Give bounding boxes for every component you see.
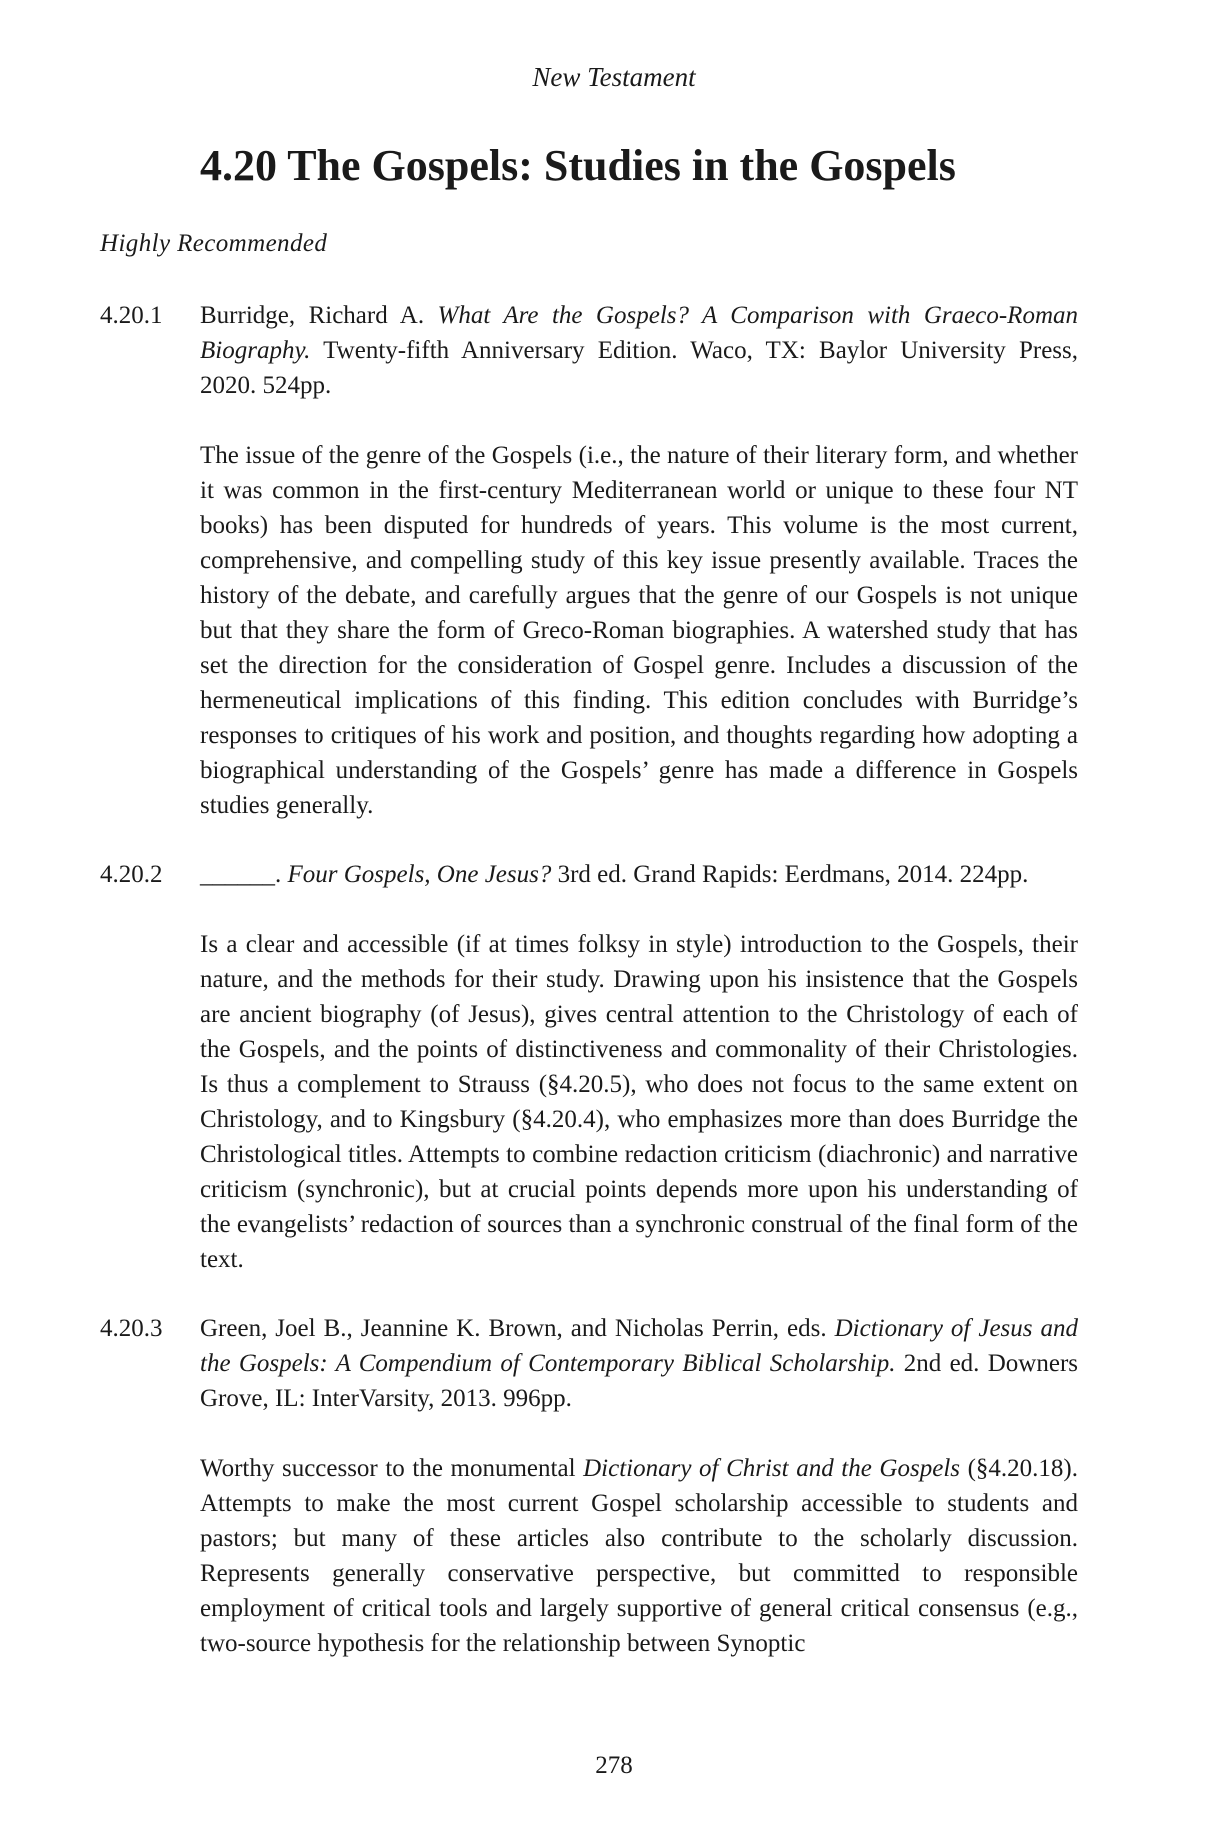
entry-citation bbox=[200, 298, 1078, 403]
entry-author: ______. bbox=[200, 861, 288, 888]
page-number: 278 bbox=[595, 1752, 633, 1779]
entry-publication: 3rd ed. Grand Rapids: Eerdmans, 2014. 224pp. bbox=[551, 861, 1029, 888]
bibliography-entry bbox=[100, 1311, 1080, 1661]
entry-annotation bbox=[200, 1451, 1078, 1661]
recommendation-label: Highly Recommended bbox=[100, 230, 328, 257]
entry-body bbox=[200, 857, 1078, 1277]
bibliography-entry bbox=[100, 298, 1080, 823]
entry-number: 4.20.2 bbox=[100, 861, 163, 888]
annotation-text: The issue of the genre of the Gospels (i.e., the nature of their literary form, and whether it was common in the first-century Mediterranean world or unique to these four NT books) has been disputed for hundreds of years. This volume is the most current, comprehensive, and compelling study of this key issue presently available. Traces the history of the debate, and carefully argues that the genre of our Gospels is not unique but that they share the form of Greco-Roman biographies. A watershed study that has set the direction for the consideration of Gospel genre. Includes a discussion of the hermeneutical implications of this finding. This edition concludes with Burridge’s responses to critiques of his work and position, and thoughts regarding how adopting a biographical understanding of the Gospels’ genre has made a difference in Gospels studies generally. bbox=[200, 442, 1078, 819]
running-head: New Testament bbox=[532, 62, 696, 92]
entry-annotation bbox=[200, 438, 1078, 823]
bibliography-entry bbox=[100, 857, 1080, 1277]
entry-publication: Twenty-fifth Anniversary Edition. Waco, TX: Baylor University Press, 2020. 524pp. bbox=[200, 337, 1078, 399]
entry-number: 4.20.1 bbox=[100, 302, 163, 329]
entry-body bbox=[200, 1311, 1078, 1661]
entry-author: Green, Joel B., Jeannine K. Brown, and Nicholas Perrin, eds. bbox=[200, 1315, 835, 1342]
bibliography-entries bbox=[100, 298, 1080, 1695]
annotation-italic-title: Dictionary of Christ and the Gospels bbox=[583, 1455, 960, 1482]
annotation-text-continued: (§4.20.18). Attempts to make the most current Gospel scholarship accessible to students and pastors; but many of these articles also contribute to the scholarly discussion. Represents generally conservative perspective, but committed to responsible employment of critical tools and largely supportive of general critical consensus (e.g., two-source hypothesis for the relationship between Synoptic bbox=[200, 1455, 1078, 1657]
annotation-text: Is a clear and accessible (if at times folksy in style) introduction to the Gospels, their nature, and the methods for their study. Drawing upon his insistence that the Gospels are ancient biography (of Jesus), gives central attention to the Christology of each of the Gospels, and the points of distinctiveness and commonality of their Christologies. Is thus a complement to Strauss (§4.20.5), who does not focus to the same extent on Christology, and to Kingsbury (§4.20.4), who emphasizes more than does Burridge the Christological titles. Attempts to combine redaction criticism (diachronic) and narrative criticism (synchronic), but at crucial points depends more upon his understanding of the evangelists’ redaction of sources than a synchronic construal of the final form of the text. bbox=[200, 931, 1078, 1273]
entry-title: What Are the Gospels? A Comparison with Graeco-Roman Biography. bbox=[200, 302, 1078, 364]
entry-citation bbox=[200, 1311, 1078, 1416]
annotation-text: Worthy successor to the monumental bbox=[200, 1455, 584, 1482]
entry-citation bbox=[200, 857, 1078, 892]
entry-title: Dictionary of Jesus and the Gospels: A Compendium of Contemporary Biblical Scholarship. bbox=[200, 1315, 1078, 1377]
entry-number: 4.20.3 bbox=[100, 1315, 163, 1342]
entry-author: Burridge, Richard A. bbox=[200, 302, 438, 329]
entry-publication: 2nd ed. Downers Grove, IL: InterVarsity, 2013. 996pp. bbox=[200, 1350, 1079, 1412]
section-title: 4.20 The Gospels: Studies in the Gospels bbox=[200, 141, 956, 190]
entry-title: Four Gospels, One Jesus? bbox=[287, 861, 552, 888]
entry-body bbox=[200, 298, 1078, 823]
entry-annotation bbox=[200, 927, 1078, 1277]
